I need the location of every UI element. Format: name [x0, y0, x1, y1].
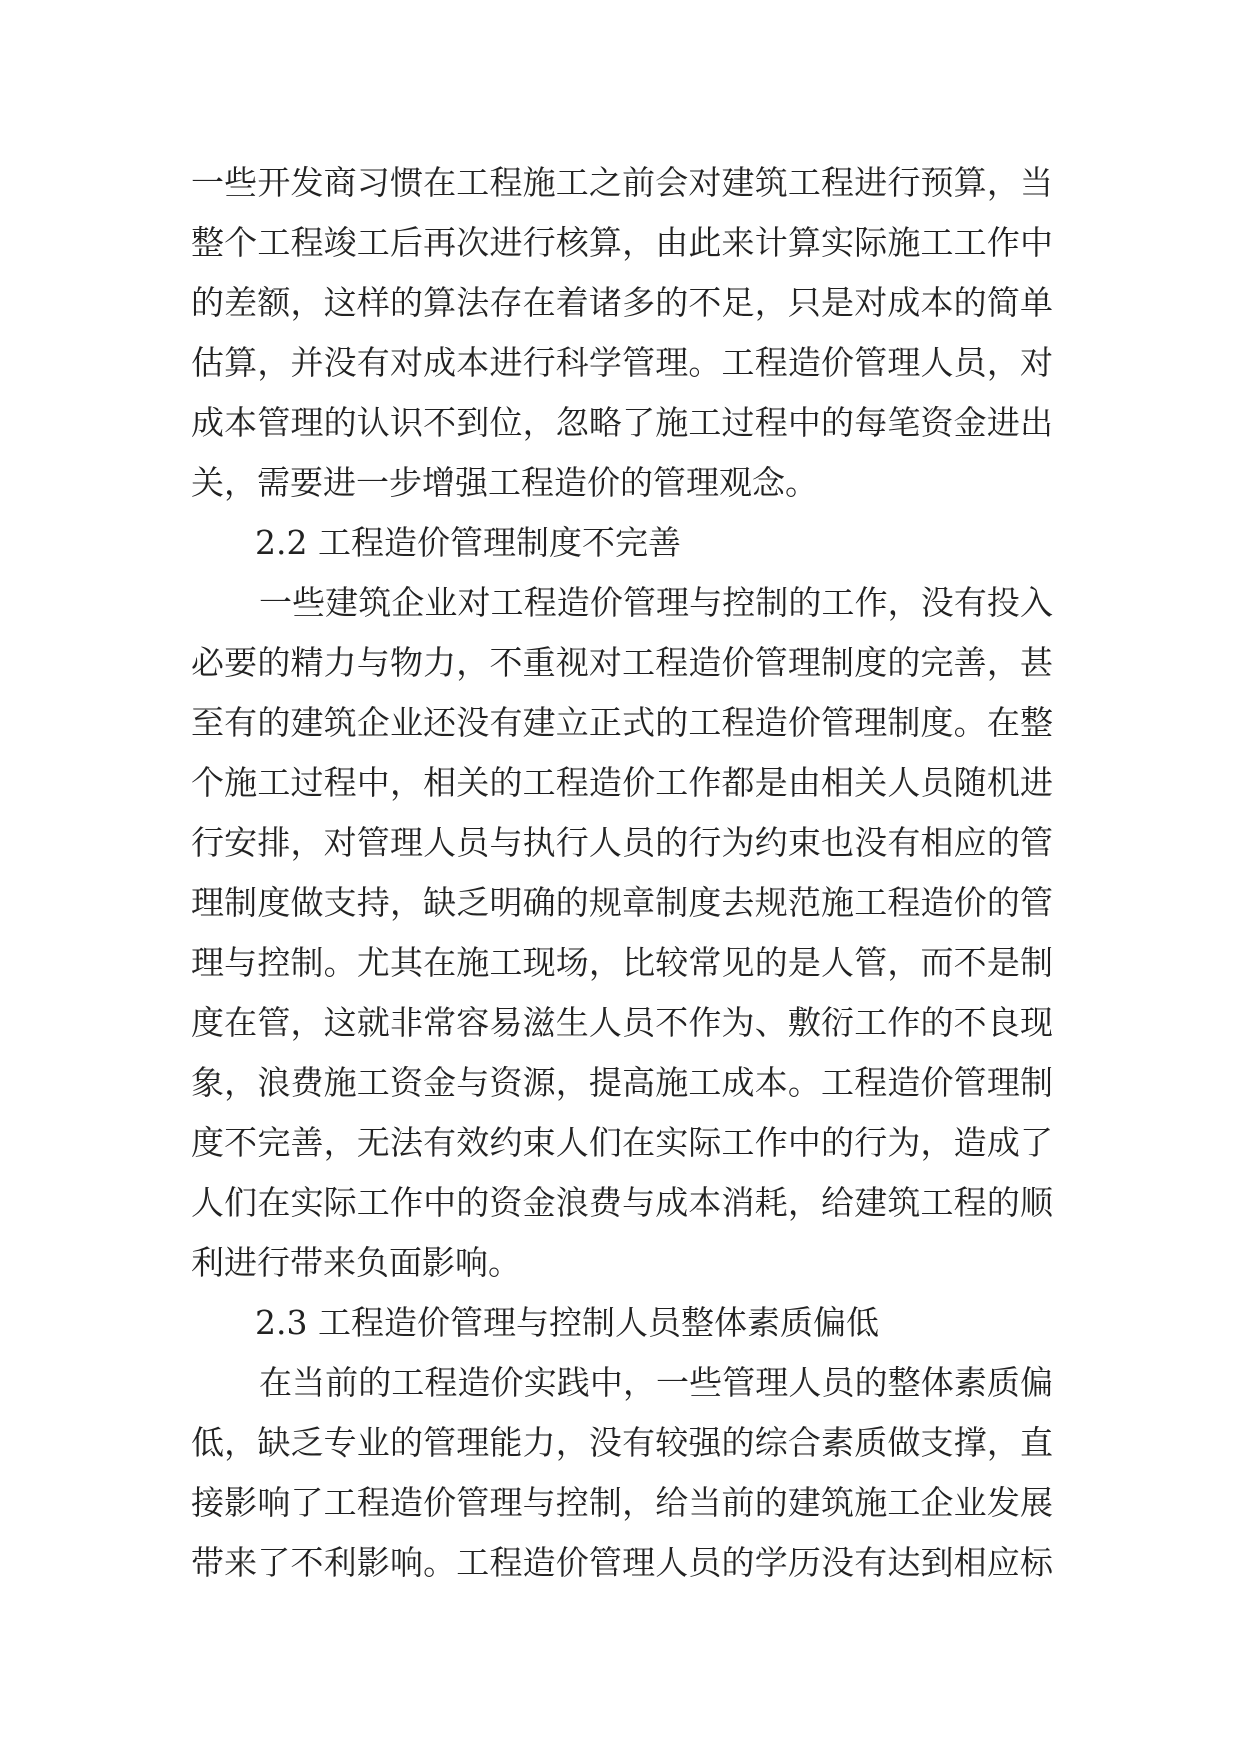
text-line: 关，需要进一步增强工程造价的管理观念。: [191, 463, 818, 502]
text-line: 理与控制。尤其在施工现场，比较常见的是人管，而不是制: [191, 943, 1053, 982]
text-line: 至有的建筑企业还没有建立正式的工程造价管理制度。在整: [191, 703, 1053, 742]
text-line: 带来了不利影响。工程造价管理人员的学历没有达到相应标: [191, 1543, 1053, 1582]
text-line: 在当前的工程造价实践中，一些管理人员的整体素质偏: [259, 1363, 1053, 1402]
text-line: 低，缺乏专业的管理能力，没有较强的综合素质做支撑，直: [191, 1423, 1053, 1462]
section-heading: 2.2 工程造价管理制度不完善: [255, 523, 681, 562]
text-line: 度不完善，无法有效约束人们在实际工作中的行为，造成了: [191, 1123, 1053, 1162]
text-line: 接影响了工程造价管理与控制，给当前的建筑施工企业发展: [191, 1483, 1053, 1522]
section-heading: 2.3 工程造价管理与控制人员整体素质偏低: [255, 1303, 879, 1342]
text-line: 的差额，这样的算法存在着诸多的不足，只是对成本的简单: [191, 283, 1053, 322]
text-line: 行安排，对管理人员与执行人员的行为约束也没有相应的管: [191, 823, 1053, 862]
text-line: 理制度做支持，缺乏明确的规章制度去规范施工程造价的管: [191, 883, 1053, 922]
text-line: 一些开发商习惯在工程施工之前会对建筑工程进行预算，当: [191, 163, 1053, 202]
text-line: 估算，并没有对成本进行科学管理。工程造价管理人员，对: [191, 343, 1053, 382]
text-line: 一些建筑企业对工程造价管理与控制的工作，没有投入: [259, 583, 1053, 622]
text-line: 整个工程竣工后再次进行核算，由此来计算实际施工工作中: [191, 223, 1053, 262]
document-body: [191, 153, 1053, 1593]
text-line: 象，浪费施工资金与资源，提高施工成本。工程造价管理制: [191, 1063, 1053, 1102]
text-line: 成本管理的认识不到位，忽略了施工过程中的每笔资金进出: [191, 403, 1053, 442]
text-line: 度在管，这就非常容易滋生人员不作为、敷衍工作的不良现: [191, 1003, 1053, 1042]
text-line: 人们在实际工作中的资金浪费与成本消耗，给建筑工程的顺: [191, 1183, 1053, 1222]
text-line: 个施工过程中，相关的工程造价工作都是由相关人员随机进: [191, 763, 1053, 802]
text-line: 必要的精力与物力，不重视对工程造价管理制度的完善，甚: [191, 643, 1053, 682]
text-line: 利进行带来负面影响。: [191, 1243, 521, 1282]
